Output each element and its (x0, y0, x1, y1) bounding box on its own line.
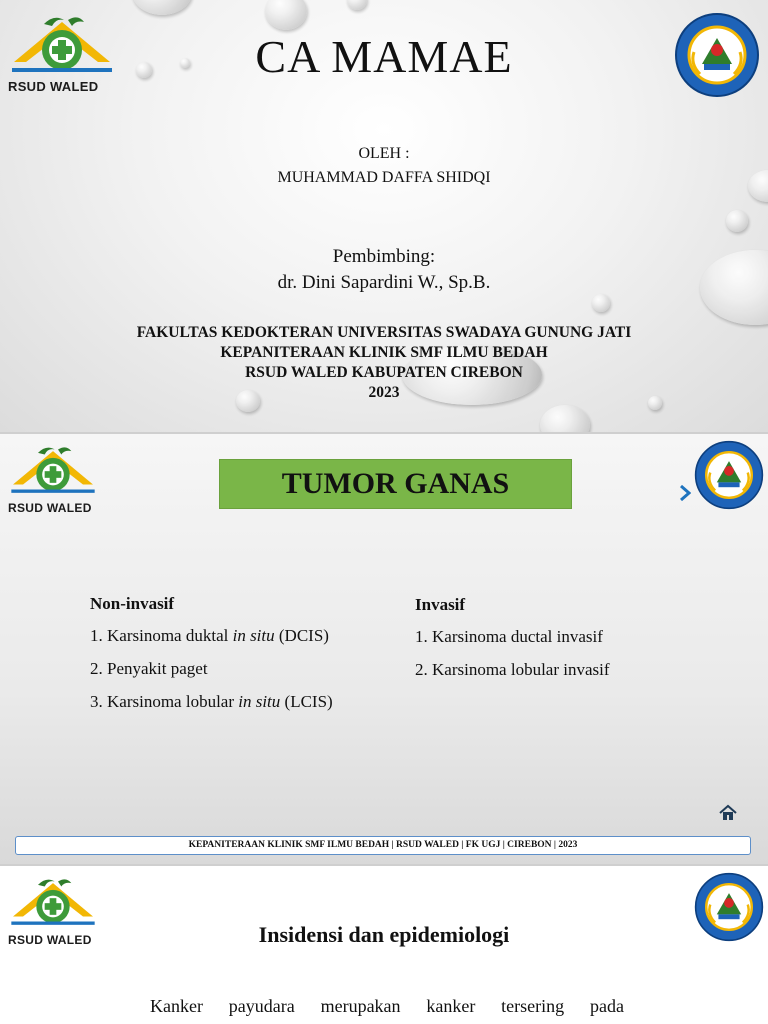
body-paragraph (150, 996, 624, 1017)
word: kanker (426, 996, 476, 1016)
institution-line: KEPANITERAAN KLINIK SMF ILMU BEDAH (220, 344, 548, 361)
list-item: 3. Karsinoma lobular in situ (LCIS) (90, 692, 333, 711)
list-item: 2. Penyakit paget (90, 659, 208, 678)
word: tersering (501, 996, 565, 1016)
water-drop (592, 294, 610, 312)
slide-title (0, 0, 768, 432)
institution-line: RSUD WALED KABUPATEN CIREBON (245, 364, 523, 381)
invasive-column (415, 595, 610, 693)
word: pada (589, 996, 624, 1016)
section-title: Insidensi dan epidemiologi (258, 922, 510, 947)
invasive-heading: Invasif (415, 595, 466, 614)
list-item: 1. Karsinoma duktal in situ (DCIS) (90, 626, 329, 645)
noninvasive-column (90, 594, 333, 725)
section-title-box (219, 459, 572, 509)
author-name: MUHAMMAD DAFFA SHIDQI (277, 169, 491, 186)
advisor-label: Pembimbing: (332, 246, 436, 267)
noninvasive-heading: Non-invasif (90, 594, 175, 613)
by-label: OLEH : (358, 145, 410, 162)
rsud-waled-label: RSUD WALED (8, 933, 92, 947)
institution-line: FAKULTAS KEDOKTERAN UNIVERSITAS SWADAYA GUNUNG JATI (136, 324, 632, 341)
rsud-waled-logo (8, 442, 98, 502)
water-drop (265, 0, 307, 30)
water-drop (540, 405, 590, 432)
slide-insidensi (0, 866, 768, 1024)
section-title: TUMOR GANAS (281, 467, 510, 500)
word: Kanker (150, 996, 203, 1016)
water-drop (726, 210, 748, 232)
water-drop (132, 0, 192, 15)
chevron-right-icon[interactable] (679, 485, 691, 501)
list-item: 1. Karsinoma ductal invasif (415, 627, 603, 646)
institution-year: 2023 (368, 384, 400, 401)
slide-title-heading: CA MAMAE (255, 31, 513, 82)
unswagati-logo (694, 440, 764, 510)
home-icon[interactable] (719, 804, 737, 822)
rsud-waled-label: RSUD WALED (8, 79, 99, 94)
slide-footer: KEPANITERAAN KLINIK SMF ILMU BEDAH | RSUD WALED | FK UGJ | CIREBON | 2023 (15, 836, 751, 855)
list-item: 2. Karsinoma lobular invasif (415, 660, 610, 679)
rsud-waled-label: RSUD WALED (8, 501, 92, 515)
slide-tumor-ganas (0, 434, 768, 864)
word: merupakan (320, 996, 401, 1016)
water-drop (347, 0, 367, 10)
word: payudara (228, 996, 295, 1016)
advisor-name: dr. Dini Sapardini W., Sp.B. (277, 272, 491, 293)
